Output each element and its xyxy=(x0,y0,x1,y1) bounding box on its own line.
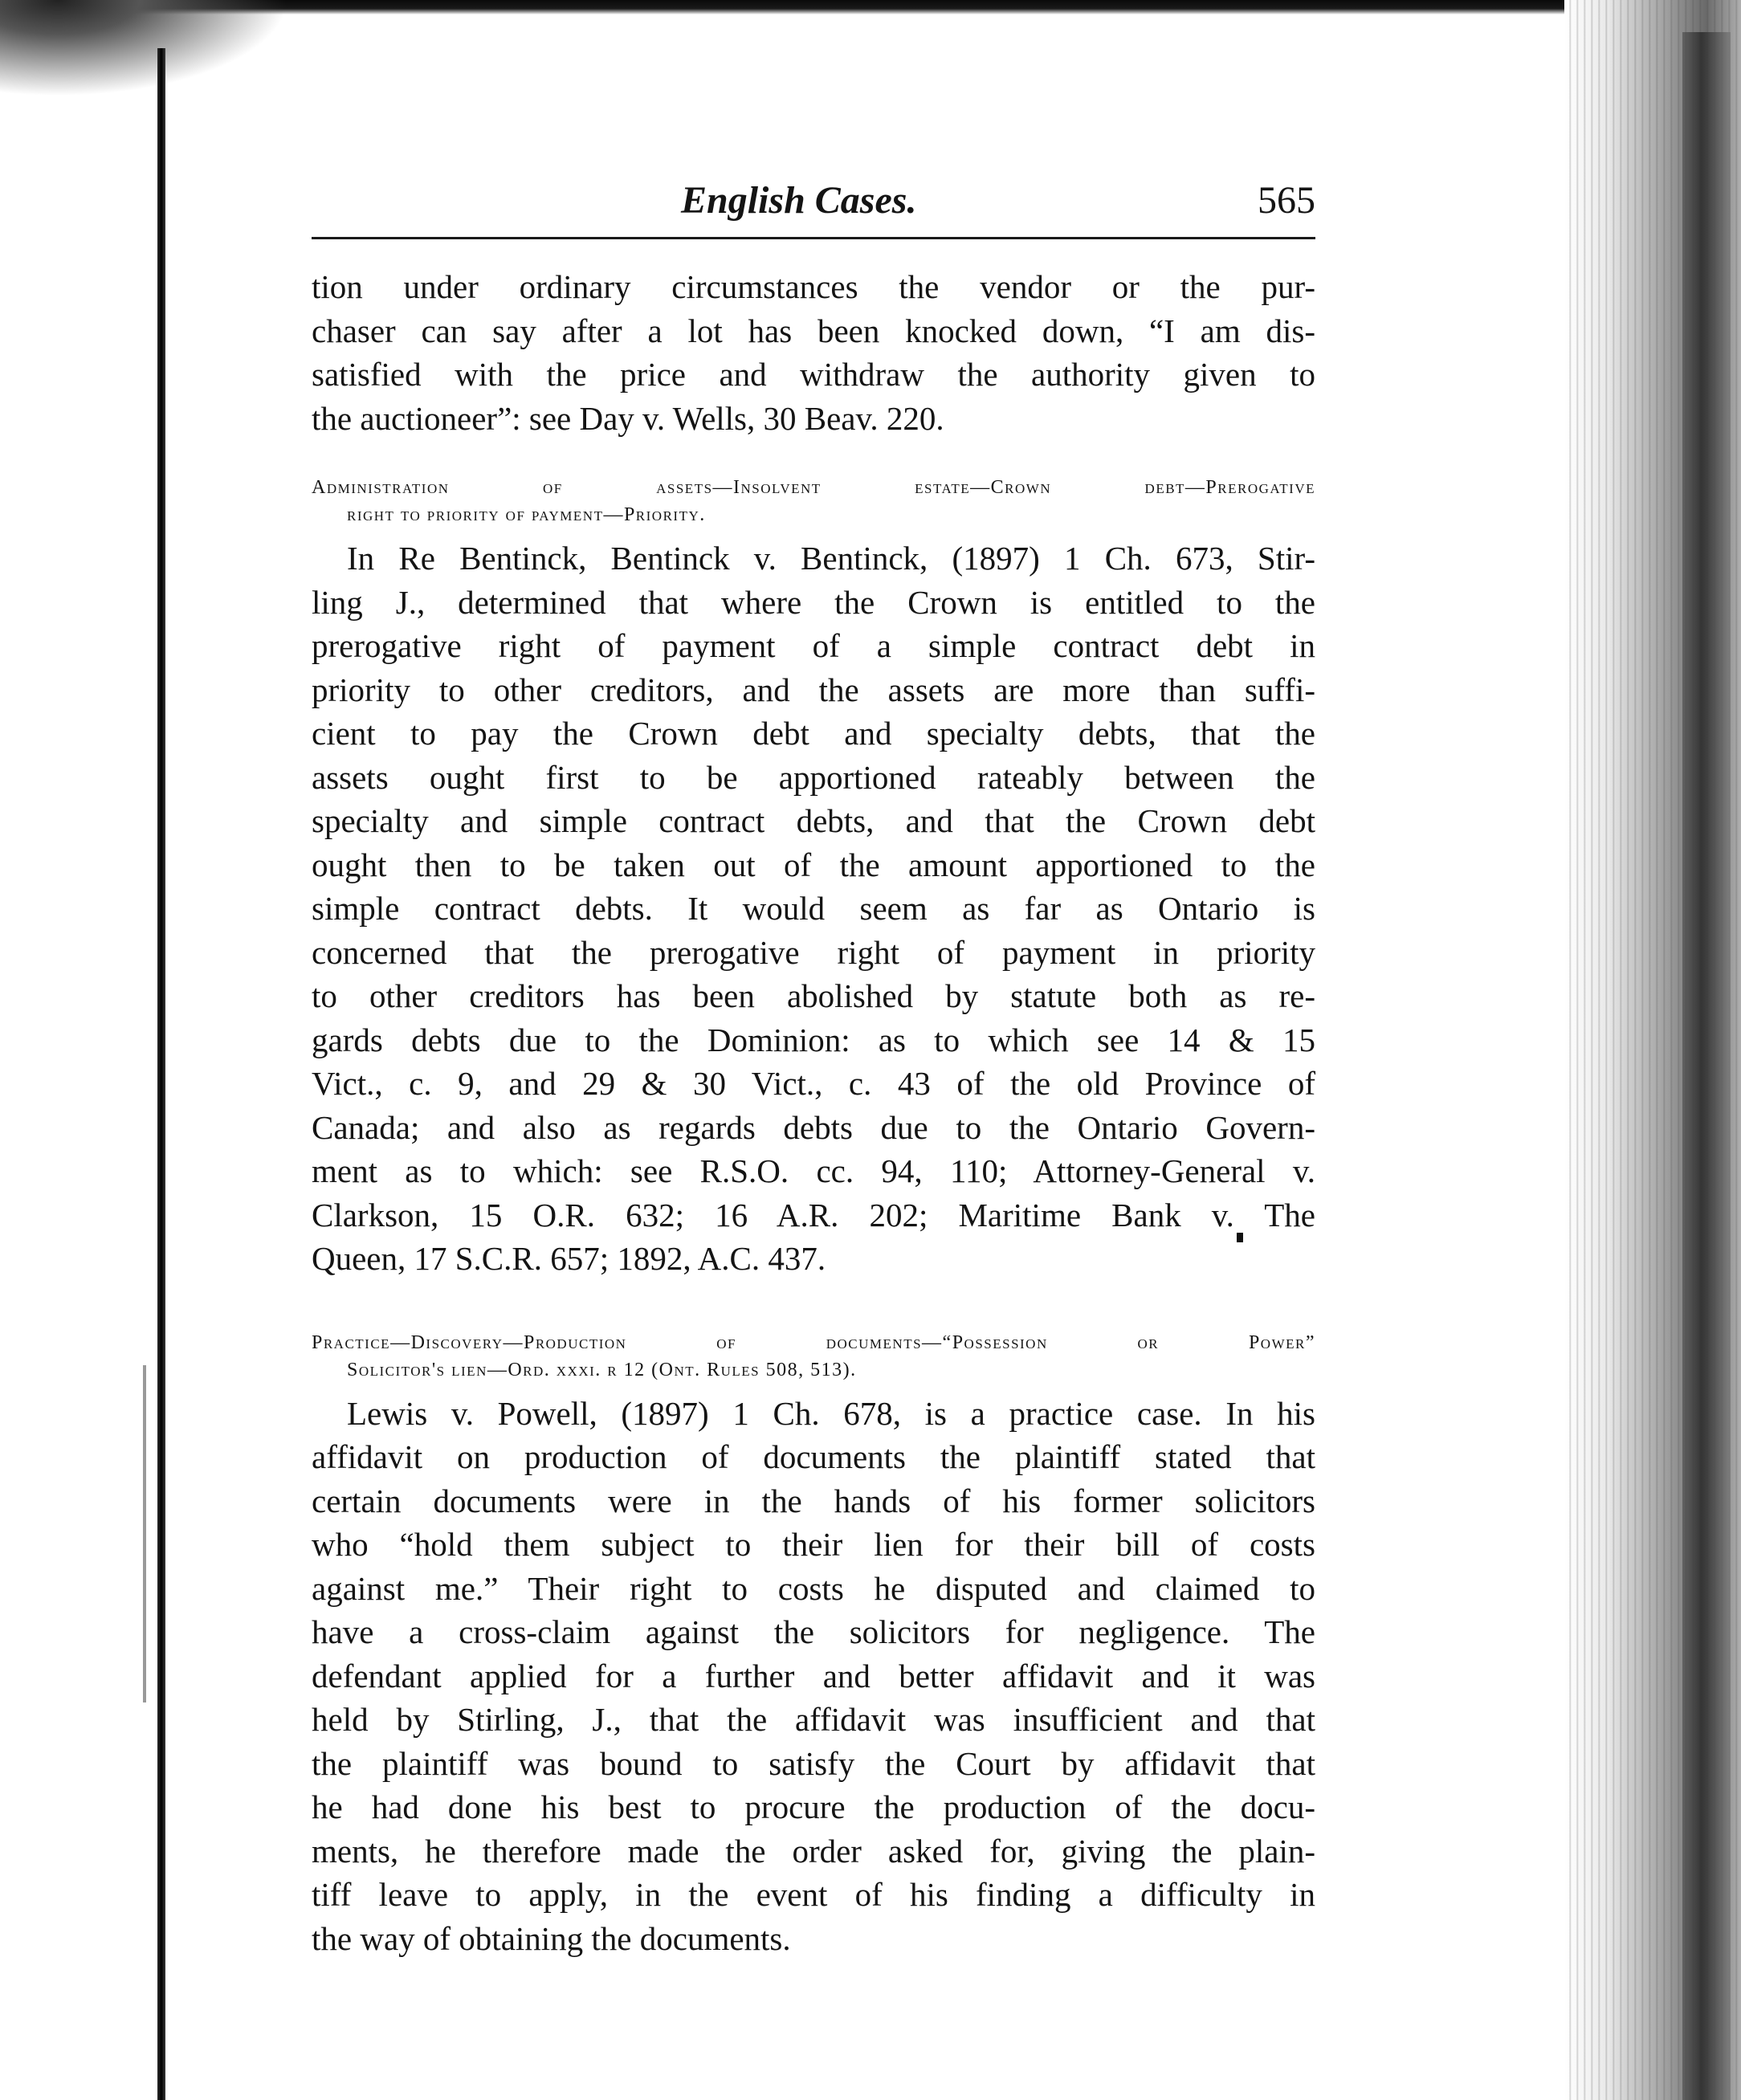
headnote-line: right to priority of payment—Priority. xyxy=(347,504,706,525)
paragraph-lewis-powell xyxy=(312,1392,1315,1961)
text-line: have a cross-claim against the solicitors for negligence. The xyxy=(312,1613,1315,1650)
text-line: tiff leave to apply, in the event of his finding a difficulty in xyxy=(312,1876,1315,1913)
text-line: ment as to which: see R.S.O. cc. 94, 110; Attorney-General v. xyxy=(312,1152,1315,1189)
paragraph-continuation xyxy=(312,265,1315,440)
paragraph-bentinck xyxy=(312,536,1315,1281)
text-line: Canada; and also as regards debts due to the Ontario Govern- xyxy=(312,1108,1315,1146)
text-line: ments, he therefore made the order asked for, giving the plain- xyxy=(312,1832,1315,1870)
text-line: In Re Bentinck, Bentinck v. Bentinck, (1897) 1 Ch. 673, Stir- xyxy=(347,540,1315,577)
case-headnote xyxy=(312,474,1315,528)
running-title: English Cases. xyxy=(681,179,917,222)
page-binding-shadow xyxy=(143,1365,146,1702)
text-line: gards debts due to the Dominion: as to which see 14 & 15 xyxy=(312,1021,1315,1058)
text-line: ling J., determined that where the Crown is entitled to the xyxy=(312,583,1315,621)
text-line: satisfied with the price and withdraw the authority given to xyxy=(312,356,1315,393)
text-line: defendant applied for a further and better affidavit and it was xyxy=(312,1657,1315,1694)
scan-shadow-corner xyxy=(0,0,289,96)
text-line: specialty and simple contract debts, and that the Crown debt xyxy=(312,802,1315,839)
text-line: tion under ordinary circumstances the vendor or the pur- xyxy=(312,268,1315,305)
text-line: to other creditors has been abolished by statute both as re- xyxy=(312,977,1315,1014)
text-line: Lewis v. Powell, (1897) 1 Ch. 678, is a practice case. In his xyxy=(347,1394,1315,1432)
text-line: chaser can say after a lot has been knocked down, “I am dis- xyxy=(312,312,1315,349)
text-line: concerned that the prerogative right of payment in priority xyxy=(312,933,1315,971)
document-page xyxy=(312,161,1315,1960)
text-line: the auctioneer”: see Day v. Wells, 30 Beav. 220. xyxy=(312,399,944,437)
headnote-line: Practice—Discovery—Production of documents—“Possession or Power” xyxy=(312,1331,1315,1353)
headnote-line: Solicitor's lien—Ord. xxxi. r 12 (Ont. Rules 508, 513). xyxy=(347,1359,857,1380)
text-line: he had done his best to procure the production of the docu- xyxy=(312,1788,1315,1825)
text-line: held by Stirling, J., that the affidavit was insufficient and that xyxy=(312,1701,1315,1738)
page-stack-shadow xyxy=(1682,32,1731,2100)
text-line: ought then to be taken out of the amount apportioned to the xyxy=(312,846,1315,883)
ink-speck xyxy=(1237,1233,1243,1242)
page-binding-edge xyxy=(157,48,165,2100)
text-line: assets ought first to be apportioned rateably between the xyxy=(312,758,1315,796)
text-line: certain documents were in the hands of his former solicitors xyxy=(312,1482,1315,1519)
text-line: Clarkson, 15 O.R. 632; 16 A.R. 202; Maritime Bank v. The xyxy=(312,1196,1315,1233)
running-header xyxy=(312,161,1315,239)
text-line: priority to other creditors, and the assets are more than suffi- xyxy=(312,671,1315,708)
text-line: the plaintiff was bound to satisfy the Court by affidavit that xyxy=(312,1744,1315,1782)
text-line: simple contract debts. It would seem as far as Ontario is xyxy=(312,890,1315,927)
text-line: Vict., c. 9, and 29 & 30 Vict., c. 43 of the old Province of xyxy=(312,1065,1315,1102)
page-number: 565 xyxy=(1258,179,1315,222)
text-line: Queen, 17 S.C.R. 657; 1892, A.C. 437. xyxy=(312,1240,826,1277)
case-headnote xyxy=(312,1329,1315,1384)
text-line: the way of obtaining the documents. xyxy=(312,1919,791,1957)
text-line: who “hold them subject to their lien for their bill of costs xyxy=(312,1526,1315,1563)
text-line: affidavit on production of documents the plaintiff stated that xyxy=(312,1438,1315,1475)
headnote-line: Administration of assets—Insolvent estate—Crown debt—Prerogative xyxy=(312,477,1315,498)
text-line: prerogative right of payment of a simple contract debt in xyxy=(312,627,1315,664)
text-line: against me.” Their right to costs he disputed and claimed to xyxy=(312,1569,1315,1607)
text-line: cient to pay the Crown debt and specialty debts, that the xyxy=(312,715,1315,752)
